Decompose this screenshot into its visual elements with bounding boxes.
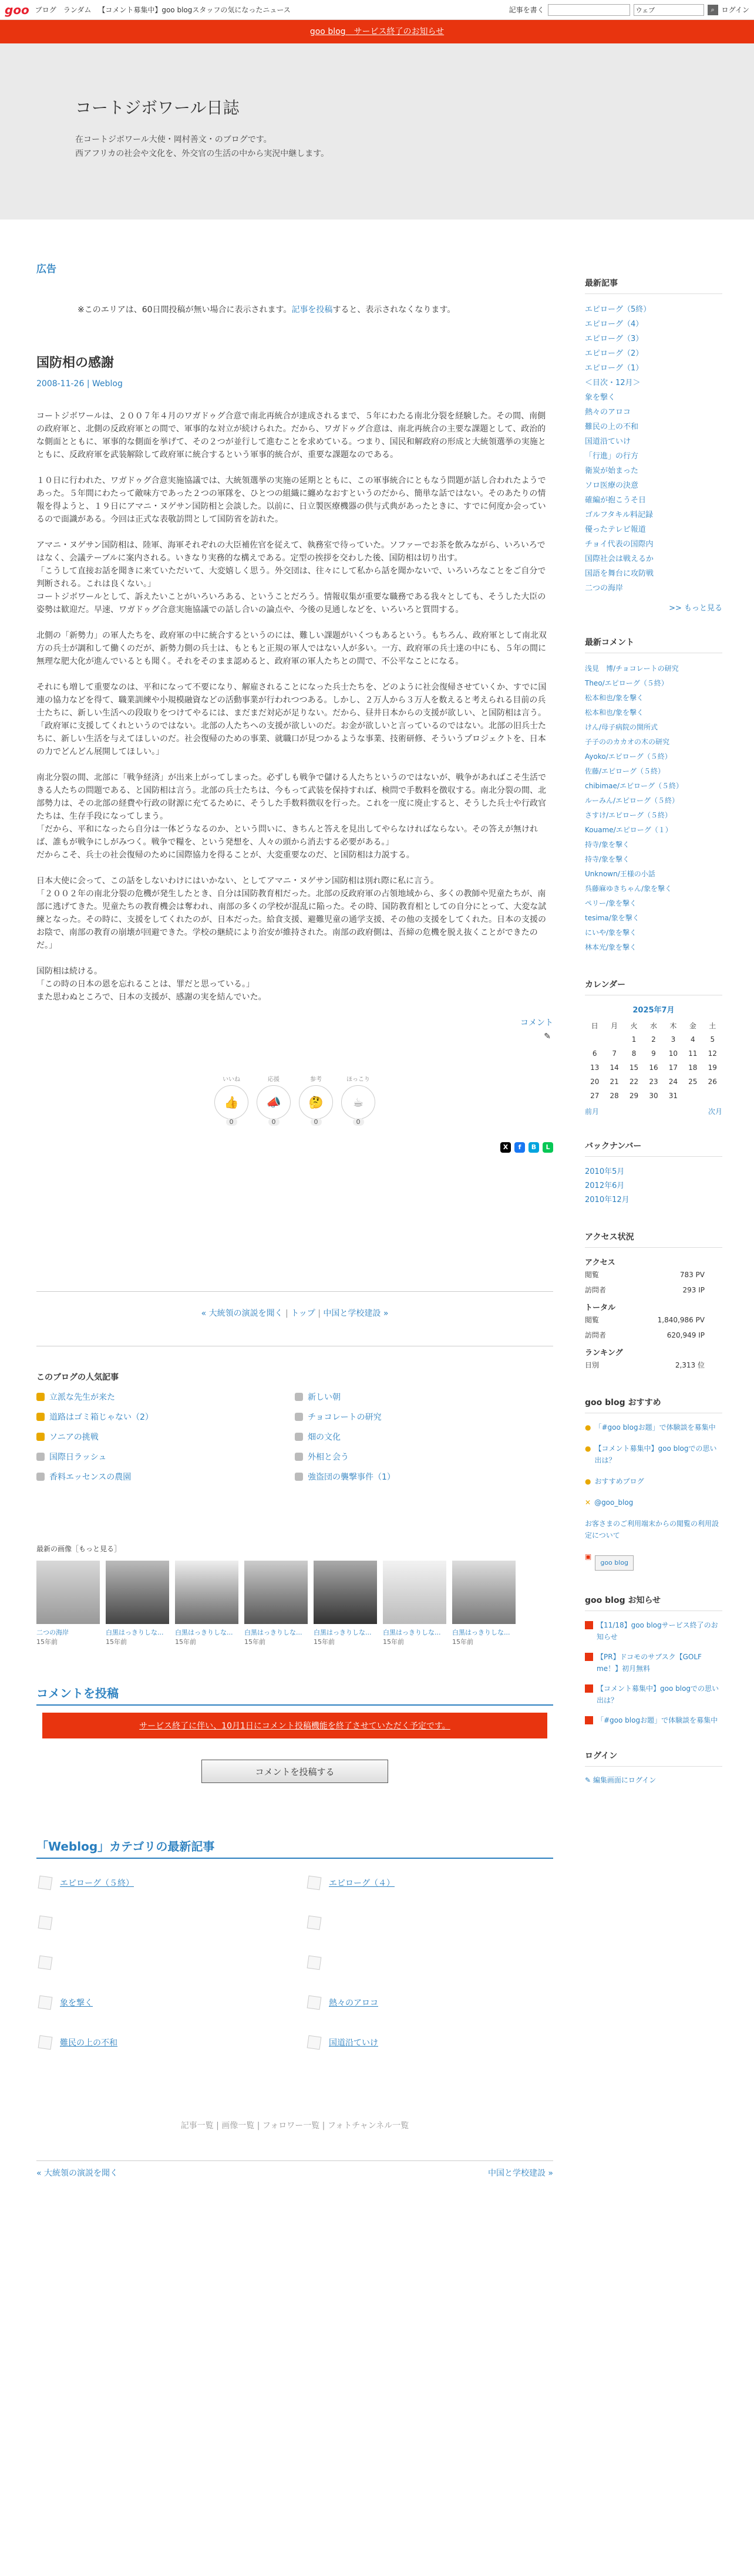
calendar-day: 21 (610, 1078, 619, 1086)
ad-note: ※このエリアは、60日間投稿が無い場合に表示されます。記事を投稿すると、表示されなくなります。 (78, 305, 456, 315)
hatena-share-icon[interactable]: B (529, 1142, 539, 1153)
popular-item[interactable]: 新しい朝 (295, 1391, 553, 1403)
recent-comment-item[interactable]: Theo/エピローグ（５終） (585, 679, 668, 687)
entry-body (36, 410, 553, 1004)
calendar-day: 15 (629, 1064, 639, 1072)
calendar-day (703, 1089, 722, 1103)
entry-paragraph: 国防相は続ける。 「この時の日本の恩を忘れることは、罪だと思っている。」 また思わぬところで、日本の支援が、感謝の実を結んでいた。 (36, 967, 267, 1002)
recent-article-item[interactable]: 衛炭が始まった (585, 467, 639, 475)
post-article-link[interactable]: 記事を投稿 (291, 305, 333, 315)
image-thumb[interactable]: 二つの海岸 15年前 (36, 1561, 100, 1646)
entry-nav: « 大統領の演説を聞く | トップ | 中国と学校建設 » (36, 1291, 553, 1319)
recent-articles (585, 277, 722, 613)
calendar-weekday: 水 (649, 1021, 657, 1030)
notice-icon (585, 1684, 593, 1693)
popular-articles (36, 1346, 553, 1483)
topbar-link-news[interactable]: 【コメント募集中】goo blogスタッフの気になったニュース (98, 6, 291, 14)
calendar-day: 28 (610, 1092, 619, 1100)
line-share-icon[interactable]: L (543, 1142, 553, 1153)
total-view-count: 1,840,986 PV (657, 1316, 705, 1324)
recent-comment-item[interactable]: 松本和也/象を撃く (585, 694, 644, 702)
category-latest (36, 1837, 553, 2049)
calendar-day: 31 (668, 1092, 678, 1100)
recent-comment-item[interactable]: tesima/象を撃く (585, 914, 639, 922)
calendar-day: 5 (710, 1035, 715, 1044)
recent-article-item[interactable]: ゴルフタキル料記録 (585, 511, 653, 519)
category-article[interactable]: エピローグ（４） (308, 1876, 553, 1889)
recent-comment-item[interactable]: 佐藤/エピローグ（５終） (585, 767, 665, 775)
notice-item[interactable]: 【PR】ドコモのサブスク【GOLF me！】初月無料 (585, 1651, 722, 1674)
notice-icon (585, 1621, 593, 1629)
service-end-banner[interactable]: goo blog サービス終了のお知らせ (0, 20, 754, 43)
calendar-day: 26 (708, 1078, 717, 1086)
search-type-select[interactable]: ウェブ (634, 4, 704, 16)
main-column (36, 220, 553, 2179)
recent-comment-item[interactable]: 浅見 博/チョコレートの研究 (585, 664, 679, 673)
pencil-icon: ✎ (585, 1776, 591, 1784)
recent-article-item[interactable]: エピローグ（4） (585, 320, 644, 329)
latest-images (36, 1561, 553, 1646)
thumb-icon (38, 1916, 53, 1930)
lightbulb-icon: ● (585, 1444, 591, 1453)
goo-logo[interactable]: goo (5, 2, 29, 17)
notices (585, 1594, 722, 1726)
calendar-day (683, 1089, 702, 1103)
reaction-like[interactable]: いいね 👍 0 (214, 1074, 248, 1126)
entry-paragraph: 日本大使に会って、この話をしないわけにはいかない、としてアマニ・ヌゲサン国防相は別れ際に私に言う。 「２００２年の南北分裂の危機が発生したとき、自分は国防教育相だった。北部の反政府軍の占領地域から、多くの教師や児童たちが、南部に逃げてきた。児童たちの教育機会は奪われ、南部の多くの学校が混乱に陥った。その時、国防教育相としての自分にとって、大変な試練となった。その時に、支援をしてくれたのが、日本だった。給食支援、避難児童の通学支援、その他の支援をしてくれた。日本の支援のお陰で、南部の教育の崩壊が回避できた。学校の継続により治安が維持された。南部の政府側は、吾締の危機を脱え抜くことができたのだ。」 (36, 876, 547, 950)
recent-comment-item[interactable]: ルーみん/エピローグ（５終） (585, 796, 679, 805)
calendar-day: 19 (708, 1064, 717, 1072)
popular-item[interactable]: ソニアの挑戦 (36, 1431, 295, 1443)
topbar-link-random[interactable]: ランダム (63, 6, 92, 14)
thumb-icon (307, 1916, 322, 1930)
recommend-item[interactable]: ● 「#goo blogお題」で体験談を募集中 (585, 1422, 722, 1433)
notice-item[interactable]: 「#goo blogお題」で体験談を募集中 (585, 1714, 722, 1726)
entry-title: 国防相の感謝 (36, 356, 115, 370)
calendar-day: 7 (612, 1049, 617, 1058)
notice-icon (585, 1653, 593, 1661)
useful-icon: 🤔 (299, 1085, 333, 1119)
daily-rank: 2,313 位 (675, 1361, 705, 1369)
recent-article-item[interactable]: 象を撃く (585, 393, 616, 402)
access-heading: アクセス状況 (585, 1231, 722, 1248)
popular-item[interactable]: 道路はゴミ箱じゃない（2） (36, 1411, 295, 1423)
popular-heading: このブログの人気記事 (36, 1373, 119, 1382)
recent-article-item[interactable]: エピローグ（3） (585, 335, 644, 343)
login-link[interactable]: ログイン (721, 6, 749, 14)
recent-article-item[interactable]: チョイ代表の国際内 (585, 540, 654, 549)
comment-link[interactable]: コメント (520, 1018, 553, 1028)
notice-item[interactable]: 【コメント募集中】goo blogでの思い出は？ (585, 1683, 722, 1706)
next-entry-link[interactable]: 中国と学校建設 » (323, 1309, 389, 1318)
reaction-cheer[interactable]: 応援 📣 0 (257, 1074, 291, 1126)
recent-article-item[interactable]: 国際社会は戦えるか (585, 555, 654, 563)
calendar-day: 27 (590, 1092, 600, 1100)
popular-item[interactable]: 香料エッセンスの農園 (36, 1471, 295, 1483)
x-share-icon[interactable]: X (500, 1142, 511, 1153)
calendar-day: 3 (671, 1035, 676, 1044)
calendar-day: 10 (668, 1049, 678, 1058)
recent-article-item[interactable]: 「行進」の行方 (585, 452, 639, 461)
access-sub: アクセス (585, 1258, 615, 1267)
entry-meta: 2008-11-26 | Weblog (36, 379, 123, 389)
backnumber-item[interactable]: 2010年5月 (585, 1167, 625, 1176)
calendar-weekday: 火 (630, 1021, 638, 1030)
popular-item[interactable]: 外相と会う (295, 1451, 553, 1463)
calendar-day (585, 1032, 604, 1046)
recommend-item[interactable]: ● 【コメント募集中】goo blogでの思い出は？ (585, 1443, 722, 1466)
visitor-count: 293 IP (682, 1286, 705, 1294)
share-buttons (36, 1142, 553, 1153)
calendar-day: 18 (688, 1064, 698, 1072)
calendar-day: 8 (631, 1049, 637, 1058)
comment-post-section (36, 1684, 553, 1783)
recent-comment-item[interactable]: Kouame/エピローグ（１） (585, 826, 672, 834)
ranking-sub: ランキング (585, 1349, 623, 1358)
calendar-day: 1 (631, 1035, 637, 1044)
calendar-day: 11 (688, 1049, 698, 1058)
search-input[interactable] (548, 4, 630, 16)
post-comment-button[interactable]: コメントを投稿する (201, 1760, 388, 1783)
recommend (585, 1396, 722, 1571)
login-heading: ログイン (585, 1750, 722, 1767)
footer-prev-link[interactable]: « 大統領の演説を聞く (36, 2169, 119, 2178)
recent-heading: 最新記事 (585, 277, 722, 294)
calendar-weekday: 金 (689, 1021, 696, 1030)
lightbulb-icon: ● (585, 1423, 591, 1432)
recent-article-item[interactable]: 二つの海岸 (585, 584, 624, 593)
calendar-day: 9 (651, 1049, 656, 1058)
notice-item[interactable]: 【11/18】goo blogサービス終了のお知らせ (585, 1619, 722, 1643)
category-article[interactable]: 熱々のアロコ (308, 1996, 553, 2009)
edit-pencil-icon[interactable]: ✎ (544, 1032, 551, 1041)
entry-paragraph: コートジボワールは、２００７年４月のワガドゥグ合意で南北再統合が達成されるまで、５年にわたる南北分裂を経験した。その間、南側の政府軍と、北側の反政府軍との間で、軍事的な対立が続けられた。だから、ワガドゥグ合意は、南北再統合の主要な課題として、政治的な側面とともに、軍事的な側面を挙げて、その２つが並行して進むことを求めている。つまり、国民和解政府の形成と大統領選挙の実施とともに、反政府軍を武装解除して政府軍に統合するという軍事的統合が、重要な課題なのである。 (36, 411, 546, 460)
entry-paragraph: 南北分裂の間、北部に「戦争経済」が出来上がってしまった。必ずしも戦争で儲ける人たちというのではないが、戦争があればこそ生活できる人たちの問題である、と国防相は言う。北部の兵士たちは、今もって武装を保持すれば、検問で手数料を徴収する。南北分裂の間、北部勢力は、その北部の経費や行政の財源に充てるために、そうした手数料徴収を行った。これを一度に廃止すると、そうした兵士や行政官たちは、生存手段になってしまう。 「だから、平和になったら自分は一体どうなるのか、という問いに、きちんと答えを見出してやらなければならない。その答えが無ければ、誰もが戦争にしがみつく。戦争で糧を、という発想を、人々の頭から消去する必要がある。」 だからこそ、兵士の社会復帰のために国際協力を得ることが、大変重要なのだ、と国防相は力説する。 (36, 773, 546, 860)
image-thumb[interactable]: 白黒はっきりしな... 15年前 (383, 1561, 446, 1646)
recommend-note[interactable]: お客さまのご利用端末からの閲覧の利用設定について (585, 1520, 719, 1539)
recent-article-item[interactable]: エピローグ（2） (585, 349, 644, 358)
facebook-share-icon[interactable]: f (514, 1142, 525, 1153)
recent-more-link[interactable]: >> もっと見る (669, 604, 722, 613)
recent-comment-item[interactable]: Ayoko/エピローグ（５終） (585, 752, 672, 761)
calendar (585, 978, 722, 1116)
thumb-icon (38, 1876, 53, 1890)
cheer-icon: 📣 (257, 1085, 291, 1119)
calendar-day: 23 (649, 1078, 658, 1086)
popular-item[interactable]: チョコレートの研究 (295, 1411, 553, 1423)
blog-header (0, 43, 754, 220)
rss-icon: ▣ (585, 1552, 592, 1561)
thumb-icon (38, 1956, 53, 1970)
calendar-day: 22 (629, 1078, 639, 1086)
lightbulb-icon: ● (585, 1477, 591, 1485)
access-stats: アクセス状況 アクセス 閲覧 783 PV 訪問者 293 IP トータル 閲覧 1,840,986 PV 訪問者 620,949 IP ランキング 日別 2,313 位 (585, 1231, 722, 1373)
calendar-next-link[interactable]: 次月 (708, 1108, 722, 1116)
category-article[interactable]: 国道沿ていけ (308, 2036, 553, 2049)
footer-prev-next (36, 2160, 553, 2179)
back-numbers (585, 1140, 722, 1207)
popular-item[interactable]: 立派な先生が来た (36, 1391, 295, 1403)
category-article[interactable]: 象を撃く (39, 1996, 284, 2009)
recent-comment-item[interactable]: にいや/象を撃く (585, 929, 637, 937)
calendar-heading: カレンダー (585, 978, 722, 995)
recent-comment-item[interactable]: Unknown/王様の小話 (585, 870, 655, 878)
thumb-icon (307, 1996, 322, 2010)
recent-comment-item[interactable]: 松本和也/象を撃く (585, 708, 644, 717)
write-article-link[interactable]: 記事を書く (509, 6, 544, 14)
calendar-day (604, 1032, 624, 1046)
reactions (36, 1074, 553, 1126)
thumb-icon (307, 1956, 322, 1970)
image-thumb[interactable]: 白黒はっきりしな... 15年前 (106, 1561, 169, 1646)
category-article[interactable]: 難民の上の不和 (39, 2036, 284, 2049)
entry-paragraph: 北側の「新勢力」の軍人たちを、政府軍の中に統合するというのには、難しい課題がいくつもあるという。もちろん、政府軍として南北双方の兵士が調和して働くのだが、新勢力側の兵士は、もともと正規の軍人ではない人が多い。一方、政府軍の兵士達の中にも、５年の間に無理な肥大化が進んでいるとも聞く。それをそのまま認めると、政府軍の軍人たちとの間で、不公平なことになる。 (36, 631, 547, 666)
calendar-day: 30 (649, 1092, 658, 1100)
recent-comment-item[interactable]: 林本光/象を撃く (585, 943, 637, 951)
notice-icon (585, 1716, 593, 1724)
recent-comment-item[interactable]: ペリー/象を撃く (585, 899, 637, 907)
calendar-day: 20 (590, 1078, 600, 1086)
recent-article-item[interactable]: ソロ医療の決意 (585, 481, 639, 490)
recent-comment-item[interactable]: 持寺/象を撃く (585, 840, 630, 849)
calendar-weekday: 土 (709, 1021, 716, 1030)
calendar-day: 13 (590, 1064, 600, 1072)
reaction-useful[interactable]: 参考 🤔 0 (299, 1074, 333, 1126)
category-latest-heading: 「Weblog」カテゴリの最新記事 (36, 1837, 553, 1859)
popular-item[interactable]: 強盗団の襲撃事件（1） (295, 1471, 553, 1483)
category-article[interactable] (39, 1956, 284, 1969)
calendar-day: 4 (691, 1035, 695, 1044)
recommend-item[interactable]: ● おすすめブログ (585, 1476, 722, 1487)
total-sub: トータル (585, 1304, 616, 1312)
calendar-day: 25 (688, 1078, 698, 1086)
topbar-link-blog[interactable]: ブログ (35, 6, 56, 14)
calendar-day: 2 (651, 1035, 656, 1044)
edit-login-link[interactable]: ✎ 編集画面にログイン (585, 1776, 657, 1784)
recent-article-item[interactable]: エピローグ（5終） (585, 305, 651, 314)
footer-links[interactable]: 記事一覧 | 画像一覧 | フォロワー一覧 | フォトチャンネル一覧 (180, 2121, 409, 2131)
entry-paragraph: それにも増して重要なのは、平和になって不要になり、解雇されることになった兵士たちを、どのように社会復帰させていくか、すでに国連の協力などを得て、職業訓練や小規模融資などの活動事業が行われつつある。しかし、２万人から３万人を数えると考えられる目前の兵士たちに、新しい生活への段取りをつけてやるには、まだまだ対応が足りない。だから、昼井日本からの支援が欲しい、と国防相は言う。 「政府軍に支援してくれというのではない。北部の人たちへの支援が欲しいのだ。お金が欲しいと言っているのではない。北部の旧兵士たちに、新しい生活を与えてほしいのだ。社会復帰のための事業、就職口が見つかるような事業、技術研修、そういうプロジェクトを、日本の力でどんどん展開してほしい。」 (36, 683, 547, 757)
calendar-day: 24 (668, 1078, 678, 1086)
popular-item[interactable]: 国際日ラッシュ (36, 1451, 295, 1463)
category-article[interactable] (308, 1956, 553, 1969)
like-icon: 👍 (214, 1085, 248, 1119)
category-article[interactable] (39, 1916, 284, 1929)
entry-category[interactable]: Weblog (92, 379, 123, 389)
backnumber-item[interactable]: 2012年6月 (585, 1181, 625, 1190)
entry-paragraph: １０日に行われた、ワガドゥグ合意実施協議では、大統領選挙の実施の延期とともに、この軍事統合にともなう問題が話し合われたようであった。５年間にわたって敵味方であった２つの軍隊を、ひとつの組織に纏めなおすというのだから、簡単な話ではない。そのあたりの情報を得ようと、１９日にアマニ・ヌゲサン国防相と会談した。以前に、日立製医療機器の供与式典があったときに、すでに何度か会っているので面識がある。今回は正式な表敬訪問として国防省を訪れた。 (36, 476, 546, 524)
recent-article-item[interactable]: 国道沿ていけ (585, 437, 631, 446)
calendar-month[interactable]: 2025年7月 (632, 1006, 675, 1015)
recommend-heading: goo blog おすすめ (585, 1396, 722, 1413)
calendar-weekday: 日 (591, 1021, 598, 1030)
thumb-icon (307, 1876, 322, 1890)
calendar-day: 14 (610, 1064, 619, 1072)
recent-article-item[interactable]: 熱々のアロコ (585, 408, 631, 417)
login-box (585, 1750, 722, 1785)
thumb-icon (307, 2035, 322, 2050)
calendar-weekday: 木 (669, 1021, 677, 1030)
backnumber-heading: バックナンバー (585, 1140, 722, 1157)
blog-title[interactable]: コートジボワール日誌 (75, 98, 240, 117)
category-article[interactable] (308, 1916, 553, 1929)
recent-article-item[interactable]: 優ったテレビ報道 (585, 525, 646, 534)
recommend-item[interactable]: ✕ @goo_blog (585, 1497, 722, 1508)
recent-article-item[interactable]: ＜目次・12月＞ (585, 379, 641, 387)
total-visitor-count: 620,949 IP (667, 1331, 705, 1339)
x-icon: ✕ (585, 1498, 591, 1507)
recent-article-item[interactable]: 確編が抱こうそ日 (585, 496, 647, 505)
recent-comment-item[interactable]: さすけ/エピローグ（５終） (585, 811, 672, 819)
recent-comment-item[interactable]: けん/母子病院の開所式 (585, 723, 658, 731)
comment-closing-notice[interactable]: サービス終了に伴い、10月1日にコメント投稿機能を終了させていただく予定です。 (42, 1713, 547, 1738)
footer-next-link[interactable]: 中国と学校建設 » (487, 2169, 553, 2178)
recent-comment-item[interactable]: 呉藤麻ゆきちゃん/象を撃く (585, 884, 672, 893)
top-link[interactable]: トップ (291, 1309, 315, 1318)
calendar-day: 16 (649, 1064, 658, 1072)
thumb-icon (38, 2035, 53, 2050)
popular-item[interactable]: 畑の文化 (295, 1431, 553, 1443)
recent-comment-item[interactable]: chibimae/エピローグ（５終） (585, 782, 683, 790)
recent-comments (585, 636, 722, 955)
search-icon[interactable]: ⌕ (708, 5, 718, 15)
recent-comment-item[interactable]: 子子ののカカオの木の研究 (585, 738, 670, 746)
calendar-day: 6 (592, 1049, 597, 1058)
image-thumb[interactable]: 白黒はっきりしな... 15年前 (175, 1561, 238, 1646)
recent-article-item[interactable]: 国語を舞台に攻防戦 (585, 569, 654, 578)
warm-icon: ☕ (341, 1085, 375, 1119)
blog-desc-2: 西アフリカの社会や文化を、外交官の生活の中から実況中継します。 (75, 149, 329, 158)
calendar-day: 29 (629, 1092, 639, 1100)
calendar-prev-link[interactable]: 前月 (585, 1108, 600, 1116)
calendar-table (585, 1018, 722, 1103)
sidebar (585, 220, 722, 2179)
calendar-day: 12 (708, 1049, 717, 1058)
recent-article-item[interactable]: エピローグ（1） (585, 364, 644, 373)
view-count: 783 PV (679, 1271, 705, 1279)
top-bar (0, 0, 754, 20)
entry-paragraph: アマニ・ヌゲサン国防相は、陸軍、海軍それぞれの大臣補佐官を従えて、執務室で待っていた。ソファーでお茶を飲みながら、いろいろではなく、会議テーブルに案内される。いきなり実務的な構えである。定型の挨拶を交わした後、国防相は切り出す。 「こうして直接お話を聞きに来ていただいて、大変嬉しく思う。外交団は、往々にして私から話を聞かないで、いろいろなことをご自分で判断される。これは良くない。」 コートジボワールとして、訴えたいことがいろいろある、ということだろう。情報収集が重要な職務である我々としても、そうした大臣の姿勢は歓迎だ。早速、ワガドゥグ合意実施協議での話し合いの論点や、今後の見通しなどを、いろいろと質問する。 (36, 541, 546, 615)
entry-date: 2008-11-26 (36, 379, 85, 389)
calendar-weekday: 月 (611, 1021, 618, 1030)
category-article[interactable]: エピローグ（５終） (39, 1876, 284, 1889)
recent-article-item[interactable]: 難民の上の不和 (585, 423, 639, 431)
backnumber-item[interactable]: 2010年12月 (585, 1196, 630, 1204)
image-thumb[interactable]: 白黒はっきりしな... 15年前 (452, 1561, 516, 1646)
image-thumb[interactable]: 白黒はっきりしな... 15年前 (314, 1561, 377, 1646)
ad-heading: 広告 (36, 264, 56, 275)
goo-blog-badge[interactable]: goo blog (595, 1555, 634, 1571)
image-thumb[interactable]: 白黒はっきりしな... 15年前 (244, 1561, 308, 1646)
notices-heading: goo blog お知らせ (585, 1594, 722, 1611)
comment-post-heading: コメントを投稿 (36, 1684, 553, 1706)
recent-comment-item[interactable]: 持寺/象を撃く (585, 855, 630, 863)
prev-entry-link[interactable]: « 大統領の演説を聞く (201, 1309, 283, 1318)
calendar-day: 17 (668, 1064, 678, 1072)
reaction-warm[interactable]: ほっこり ☕ 0 (341, 1074, 375, 1126)
blog-desc-1: 在コートジボワール大使・岡村善文・のブログです。 (75, 135, 272, 144)
latest-images-heading[interactable]: 最新の画像［もっと見る］ (36, 1545, 122, 1553)
thumb-icon (38, 1996, 53, 2010)
comments-heading: 最新コメント (585, 636, 722, 653)
